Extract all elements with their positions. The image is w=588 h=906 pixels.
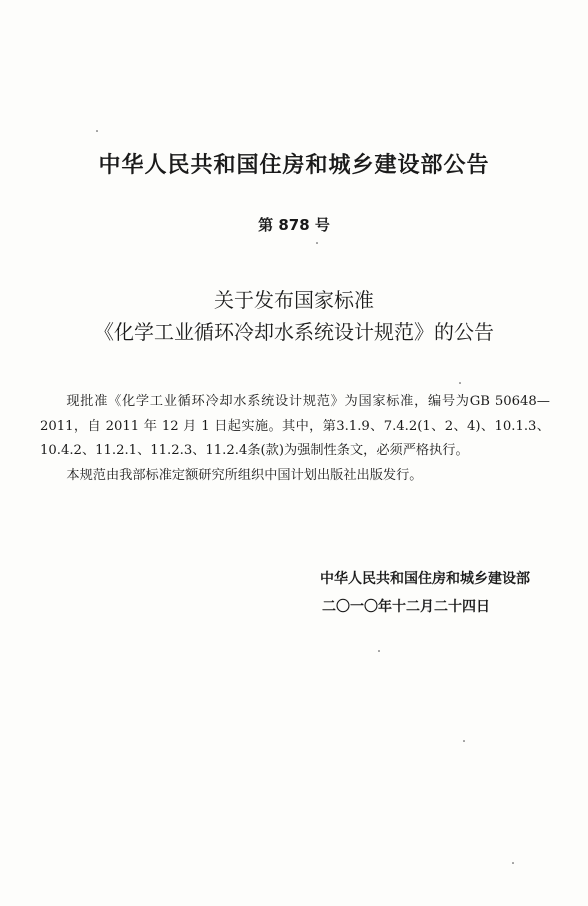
- body-paragraph-approval: 现批准《化学工业循环冷却水系统设计规范》为国家标准，编号为GB 50648—2011，自 2011 年 12 月 1 日起实施。其中，第3.1.9、7.4.2(1、2、4)、10.1.3、10.4.2、11.2.1、11.2.3、11.2.4条(款)为强制性条文，必须严格执行。: [40, 394, 550, 458]
- scan-speck: [459, 382, 461, 384]
- signature-date: 二〇一〇年十二月二十四日: [322, 599, 490, 615]
- announcement-title: 中华人民共和国住房和城乡建设部公告: [98, 153, 490, 178]
- body-paragraph-publication: 本规范由我部标准定额研究所组织中国计划出版社出版发行。: [66, 467, 423, 483]
- scan-speck: [512, 862, 514, 864]
- scan-speck: [316, 242, 318, 244]
- scan-speck: [463, 740, 465, 742]
- announcement-body: [40, 390, 550, 488]
- announcement-subtitle-line1: 关于发布国家标准: [214, 288, 374, 312]
- signature-organization: 中华人民共和国住房和城乡建设部: [320, 571, 530, 587]
- announcement-subtitle-line2: 《化学工业循环冷却水系统设计规范》的公告: [94, 320, 494, 344]
- scan-speck: [96, 130, 98, 132]
- announcement-number: 第 878 号: [258, 216, 330, 234]
- scan-speck: [378, 650, 380, 652]
